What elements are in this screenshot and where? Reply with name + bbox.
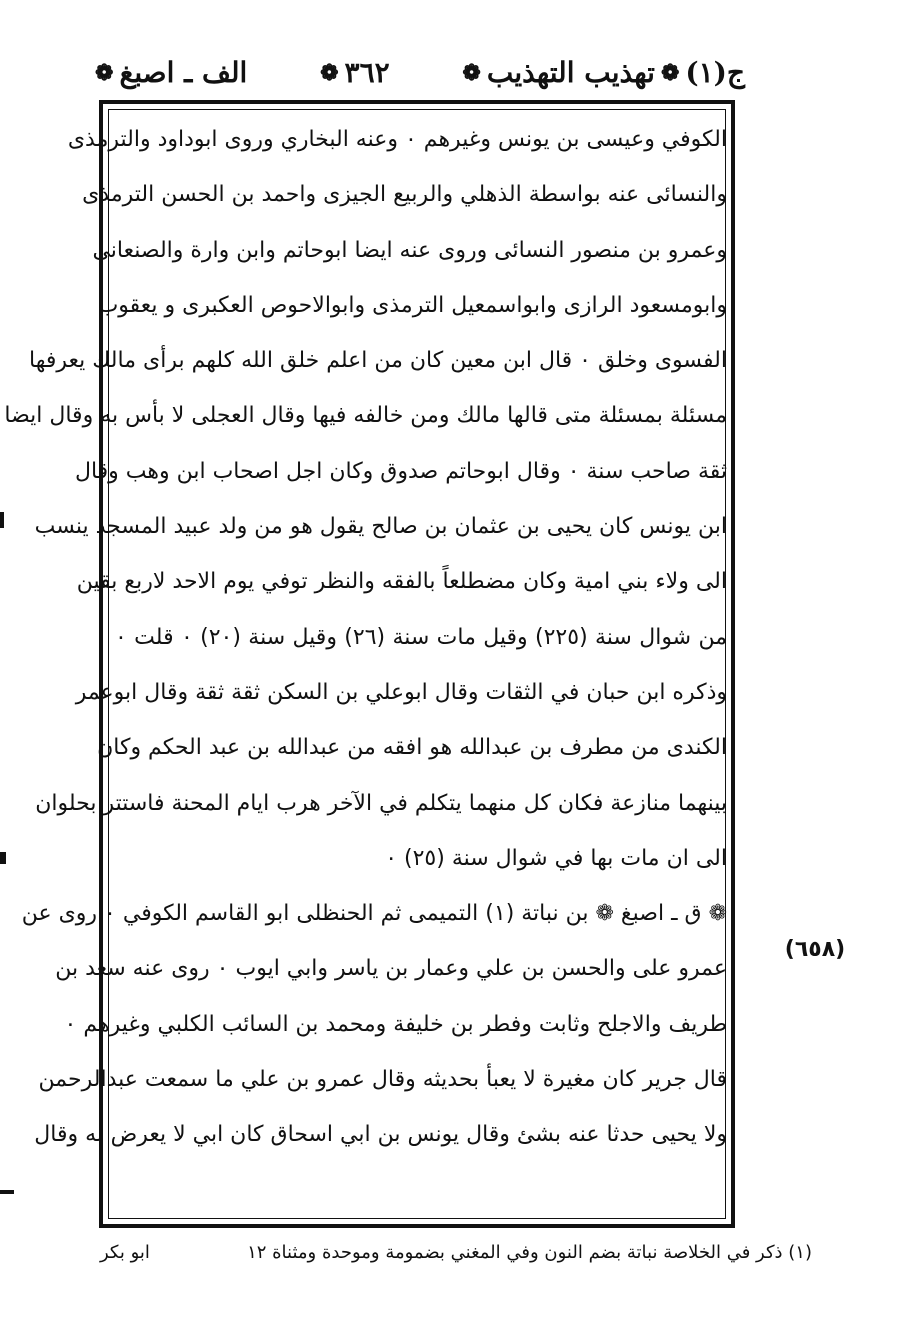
ornament-icon: ❁ [320,60,339,86]
text-line: الى ولاء بني امية وكان مضطلعاً بالفقه والنظر توفي يوم الاحد لاربع بقين [76,569,727,595]
text-line: بينهما منازعة فكان كل منهما يتكلم في الآخر هرب ايام المحنة فاستتر بحلوان [35,790,727,816]
section-title: الف ـ اصبغ [119,56,248,89]
ornament-icon: ❁ [462,60,481,86]
text-line: عمرو على والحسن بن علي وعمار بن ياسر وابي ايوب ٠ روى عنه سعد بن [55,956,727,982]
catchword: ابو بكر [100,1242,150,1263]
volume-label: ج(١) [685,56,745,89]
text-line: والنسائى عنه بواسطة الذهلي والربيع الجيزى واحمد بن الحسن الترمذى [82,182,727,208]
text-line: ابن يونس كان يحيى بن عثمان بن صالح يقول هو من ولد عبيد المسجد ينسب [34,514,727,540]
footnote [100,1233,812,1273]
header-volume-title [462,56,745,89]
book-title: تهذيب التهذيب [486,56,655,89]
page-header [95,48,745,98]
text-line: من شوال سنة (٢٢٥) وقيل مات سنة (٢٦) وقيل سنة (٢٠) ٠ قلت ٠ [115,624,727,650]
scan-edge-mark [0,1190,14,1194]
page-number: ٣٦٢ [344,56,390,89]
text-line: الكوفي وعيسى بن يونس وغيرهم ٠ وعنه البخاري وروى ابوداود والترمذى [67,127,727,152]
scan-edge-mark [0,512,4,528]
body-text [4,112,727,1163]
entry-heading-line: ❁ ق ـ اصبغ ❁ بن نباتة (١) التميمى ثم الحنظلى ابو القاسم الكوفي ٠ روى عن [21,901,727,927]
ornament-icon: ❁ [95,60,114,86]
text-line: مسئلة بمسئلة متى قالها مالك ومن خالفه فيها وقال العجلى لا بأس به وقال ايضا [4,403,727,429]
text-line: ثقة صاحب سنة ٠ وقال ابوحاتم صدوق وكان اجل اصحاب ابن وهب وقال [74,458,727,484]
text-line: وابومسعود الرازى وابواسمعيل الترمذى وابوالاحوص العكبرى و يعقوب [97,292,727,318]
footnote-text: (١) ذكر في الخلاصة نباتة بضم النون وفي المغني بضمومة وموحدة ومثناة ١٢ [247,1242,812,1263]
text-line: طريف والاجلح وثابت وفطر بن خليفة ومحمد بن السائب الكلبي وغيرهم ٠ [64,1011,727,1037]
entry-number: (٦٥٨) [784,937,846,962]
ornament-icon: ❁ [660,60,680,86]
text-line: وذكره ابن حبان في الثقات وقال ابوعلي بن السكن ثقة ثقة وقال ابوعمر [75,679,727,705]
header-section [95,56,248,89]
text-line: قال جرير كان مغيرة لا يعبأ بحديثه وقال عمرو بن علي ما سمعت عبدالرحمن [38,1067,727,1093]
text-line: الى ان مات بها في شوال سنة (٢٥) ٠ [385,845,727,871]
header-page [320,56,390,89]
text-line: ولا يحيى حدثا عنه بشئ وقال يونس بن ابي اسحاق كان ابي لا يعرض له وقال [34,1122,727,1148]
text-line: الفسوى وخلق ٠ قال ابن معين كان من اعلم خلق الله كلهم برأى مالك يعرفها [29,348,727,374]
text-line: وعمرو بن منصور النسائى وروى عنه ايضا ابوحاتم وابن وارة والصنعانى [92,237,727,263]
text-line: الكندى من مطرف بن عبدالله هو افقه من عبدالله بن عبد الحكم وكان [97,735,727,761]
scan-edge-mark [0,852,6,864]
